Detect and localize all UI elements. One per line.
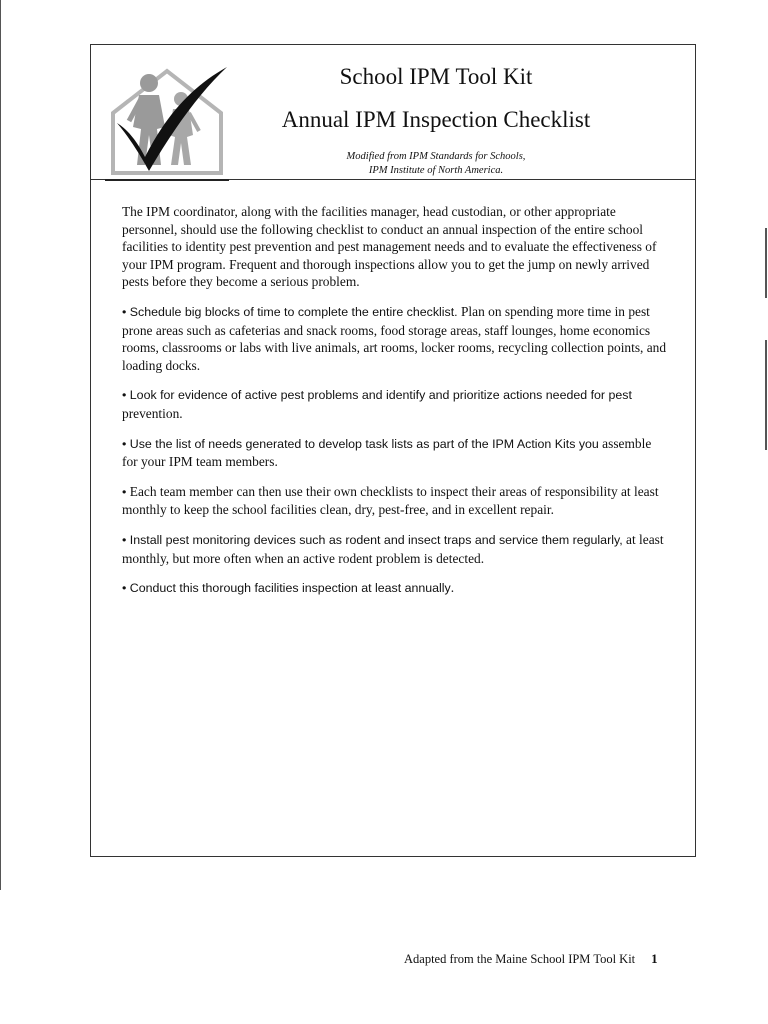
source-credit — [261, 150, 611, 178]
document-body — [122, 203, 667, 610]
credit-line: IPM Institute of North America. — [368, 165, 504, 176]
bullet-paragraph: • Each team member can then use their own checklists to inspect their areas of responsibility at least monthly to keep the school facilities clean, dry, pest-free, and in excellent repair. — [122, 483, 659, 518]
credit-line: Modified from IPM Standards for Schools, — [346, 151, 526, 162]
page-footer — [404, 951, 658, 967]
page-edge-right-mark — [765, 340, 767, 450]
bullet-paragraph: • Install pest monitoring devices such as rodent and insect traps and service them regularly, at least monthly, but more often when an active rodent problem is detected. — [122, 531, 664, 566]
logo-underline — [105, 179, 229, 181]
bullet-paragraph: • Schedule big blocks of time to complete the entire checklist. Plan on spending more time in pest prone areas such as cafeterias and snack rooms, food storage areas, staff lounges, home economics rooms, classrooms or labs with live animals, art rooms, locker rooms, recycling collection points, and loading docks. — [122, 303, 667, 373]
bullet-paragraph: • Conduct this thorough facilities inspection at least annually. — [122, 580, 455, 596]
intro-paragraph: The IPM coordinator, along with the facilities manager, head custodian, or other appropriate personnel, should use the following checklist to conduct an annual inspection of the entire school facilities to identity pest prevention and pest management needs and to evaluate the effectiveness of your IPM program. Frequent and thorough inspections allow you to get the jump on newly arrived pests before they become a serious problem. — [122, 204, 657, 290]
document-subtitle: Annual IPM Inspection Checklist — [281, 107, 591, 132]
page-number: 1 — [651, 951, 658, 966]
document-frame — [90, 44, 696, 857]
bullet-paragraph: • Look for evidence of active pest problems and identify and prioritize actions needed for pest prevention. — [122, 388, 632, 421]
footer-attribution: Adapted from the Maine School IPM Tool Kit — [404, 952, 636, 966]
document-title: School IPM Tool Kit — [339, 64, 533, 89]
page-edge-right-mark — [765, 228, 767, 298]
page-edge-left — [0, 0, 1, 890]
bullet-paragraph: • Use the list of needs generated to develop task lists as part of the IPM Action Kits you assemble for your IPM team members. — [122, 435, 652, 470]
school-children-checkmark-icon — [107, 65, 229, 177]
